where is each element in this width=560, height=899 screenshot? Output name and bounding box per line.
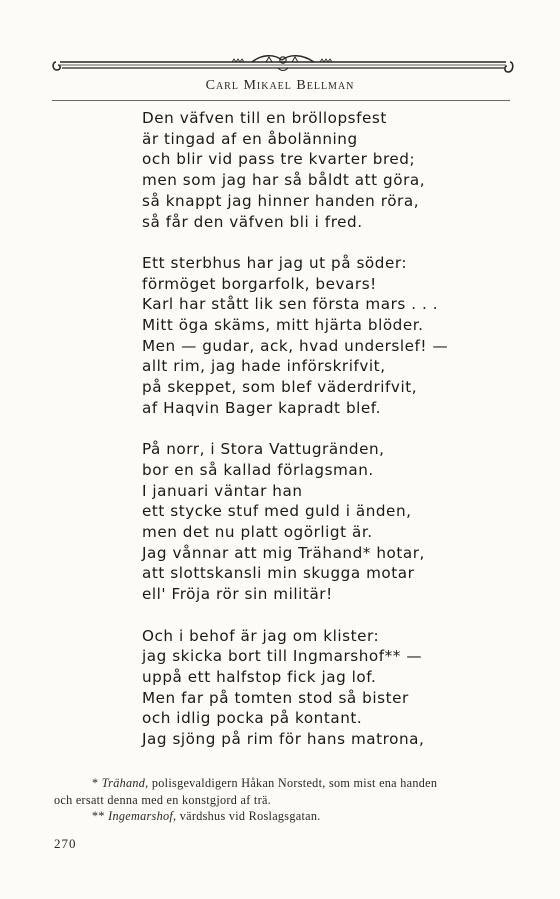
footnote-text: polisgevaldigern Håkan Norstedt, som mist ena handen	[148, 776, 438, 790]
stanza	[142, 439, 462, 605]
poem-line: är tingad af en åbolänning	[142, 129, 358, 148]
poem-line: ett stycke stuf med guld i änden,	[142, 502, 412, 521]
poem-line: men det nu platt ogörligt är.	[142, 523, 373, 542]
header-rule	[52, 100, 510, 101]
poem-line: Mitt öga skäms, mitt hjärta blöder.	[142, 316, 424, 335]
poem-line: på skeppet, som blef väderdrifvit,	[142, 378, 418, 397]
running-head-title: Carl Mikael Bellman	[205, 78, 355, 93]
poem-line: Karl har stått lik sen första mars . . .	[142, 295, 439, 314]
poem-line: men som jag har så båldt att göra,	[142, 171, 426, 190]
poem-line: Men — gudar, ack, hvad underslef! —	[142, 336, 449, 355]
poem-line: I januari väntar han	[142, 481, 303, 500]
poem-line: Men far på tomten stod så bister	[142, 688, 409, 707]
poem-body	[142, 108, 462, 770]
stanza	[142, 626, 462, 750]
footnote-term: Trähand,	[101, 776, 149, 790]
poem-line: jag skicka bort till Ingmarshof** —	[142, 647, 423, 666]
footnote-marker: *	[92, 776, 102, 790]
poem-line: uppå ett halfstop fick jag lof.	[142, 667, 377, 686]
stanza	[142, 253, 462, 419]
poem-line: ell' Fröja rör sin militär!	[142, 585, 333, 604]
footnote-1-continuation: och ersatt denna med en konstgjord af trä.	[54, 792, 272, 807]
poem-line: På norr, i Stora Vattugränden,	[142, 440, 385, 459]
footnote-1	[54, 775, 524, 792]
stanza	[142, 108, 462, 232]
poem-line: bor en så kallad förlagsman.	[142, 460, 374, 479]
page-number: 270	[54, 836, 77, 851]
poem-line: så får den väfven bli i fred.	[142, 212, 363, 231]
footnote-text: värdshus vid Roslagsgatan.	[176, 809, 321, 823]
poem-line: af Haqvin Bager kapradt blef.	[142, 398, 381, 417]
decorative-header-ornament	[52, 52, 514, 78]
poem-line: Den väfven till en bröllopsfest	[142, 109, 387, 127]
poem-line: Och i behof är jag om klister:	[142, 626, 380, 645]
footnote-2	[54, 808, 524, 825]
poem-line: och idlig pocka på kontant.	[142, 709, 363, 728]
poem-line: Jag sjöng på rim för hans matrona,	[142, 730, 425, 749]
footnotes	[54, 775, 524, 825]
poem-line: förmöget borgarfolk, bevars!	[142, 274, 377, 293]
footnote-marker: **	[92, 809, 109, 823]
poem-line: Ett sterbhus har jag ut på söder:	[142, 253, 408, 272]
poem-line: och blir vid pass tre kvarter bred;	[142, 150, 416, 169]
poem-line: att slottskansli min skugga motar	[142, 564, 415, 583]
poem-line: allt rim, jag hade införskrifvit,	[142, 357, 386, 376]
poem-line: Jag vånnar att mig Trähand* hotar,	[142, 543, 425, 562]
footnote-term: Ingemarshof,	[108, 809, 177, 823]
poem-line: så knappt jag hinner handen röra,	[142, 191, 420, 210]
